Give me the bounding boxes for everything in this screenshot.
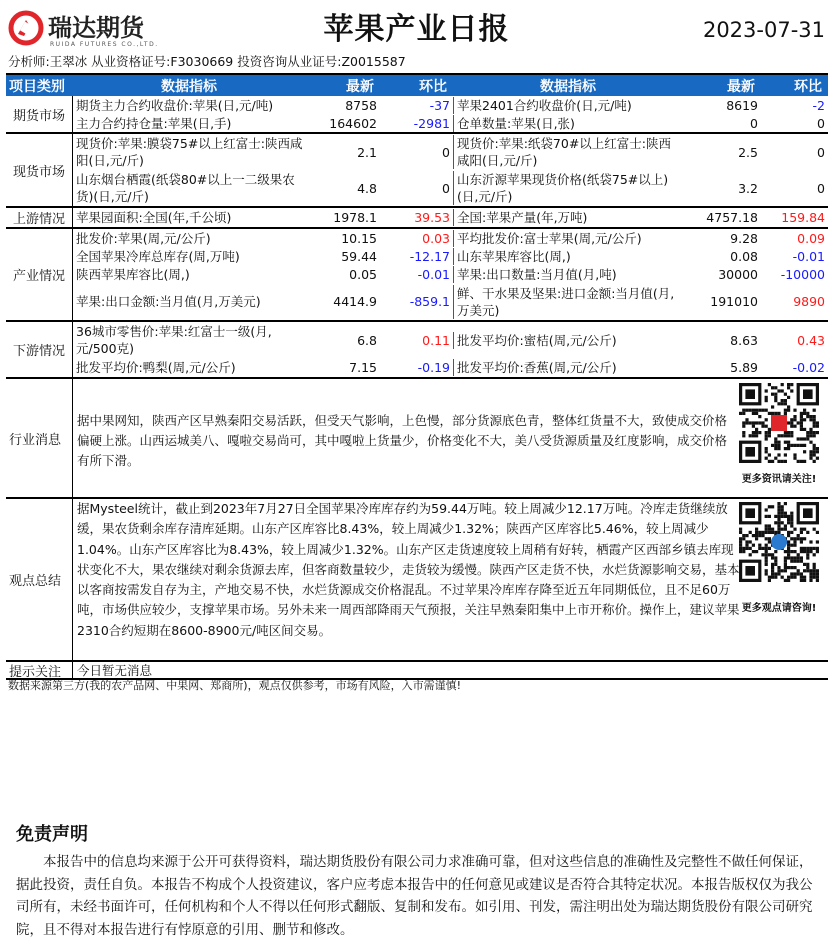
section-3 (6, 227, 828, 320)
change-value: -0.01 (792, 248, 825, 264)
change-value: 0 (442, 180, 450, 196)
latest-value: 191010 (710, 294, 758, 309)
section-category: 行业消息 (6, 379, 73, 497)
latest-value: 7.15 (349, 360, 377, 375)
latest-value: 3.2 (738, 180, 758, 196)
report-date: 2023-07-31 (702, 18, 825, 42)
col-header: 项目类别 (9, 78, 65, 95)
latest-value: 2.1 (357, 144, 377, 160)
change-value: -12.17 (409, 248, 450, 264)
change-value: 0 (442, 144, 450, 160)
table-row (73, 134, 828, 170)
latest-value: 6.8 (357, 332, 377, 348)
col-header: 最新 (727, 78, 755, 95)
latest-value: 0 (750, 115, 758, 131)
indicator-name: 鲜、干水果及坚果:进口金额:当月值(月,万美元) (453, 285, 683, 319)
latest-value: 4414.9 (333, 294, 377, 309)
latest-value: 10.15 (341, 230, 377, 246)
analyst-info: 分析师:王翠冰 从业资格证号:F3030669 投资咨询从业证号:Z0015587 (8, 54, 406, 69)
latest-value: 9.28 (730, 230, 758, 246)
latest-value: 2.5 (738, 144, 758, 160)
change-value: -10000 (780, 266, 825, 282)
section-category: 上游情况 (6, 208, 73, 227)
news-section (6, 377, 828, 497)
indicator-name: 全国:苹果产量(年,万吨) (453, 209, 683, 226)
latest-value: 8.63 (730, 332, 758, 348)
table-row (73, 322, 828, 358)
indicator-name: 批发平均价:鸭梨(周,元/公斤) (76, 360, 236, 375)
table-row (73, 358, 828, 377)
section-4 (6, 320, 828, 377)
logo-text: 瑞达期货 (48, 14, 144, 42)
summary-section (6, 497, 828, 660)
indicator-name: 主力合约持仓量:苹果(日,手) (76, 115, 232, 131)
indicator-name: 现货价:苹果:膜袋75#以上红富士:陕西咸阳(日,元/斤) (76, 136, 303, 168)
latest-value: 59.44 (341, 248, 377, 264)
change-value: 0 (817, 144, 825, 160)
section-1 (6, 132, 828, 206)
indicator-name: 陕西苹果库容比(周,) (76, 266, 190, 282)
change-value: -0.02 (792, 360, 825, 375)
change-value: -2 (812, 97, 825, 113)
latest-value: 164602 (329, 115, 377, 131)
qr-code-summary (736, 502, 822, 614)
col-header: 环比 (419, 78, 447, 95)
alert-text: 今日暂无消息 (77, 663, 153, 678)
qr-caption: 更多资讯请关注! (741, 474, 817, 485)
table-row (73, 170, 828, 206)
qr-code-news (736, 383, 822, 485)
qr-caption: 更多观点请咨询! (741, 603, 817, 614)
indicator-name: 36城市零售价:苹果:红富士一级(月,元/500克) (76, 324, 272, 356)
indicator-name: 现货价:苹果:纸袋70#以上红富士:陕西咸阳(日,元/斤) (453, 135, 683, 169)
section-category: 期货市场 (6, 96, 73, 132)
col-header: 环比 (794, 78, 822, 95)
section-0 (6, 96, 828, 132)
section-category: 下游情况 (6, 322, 73, 377)
news-text: 据中果网知，陕西产区早熟秦阳交易活跃，但受天气影响，上色慢，部分货源底色青，整体红货量不大，致使成交价格偏硬上涨。山西运城美八、嘎啦交易尚可，其中嘎啦上货量少，价格变化不大，美八受货源质量及红度影响，成交价格有所下滑。 (77, 413, 728, 468)
table-row (73, 96, 828, 114)
indicator-name: 全国苹果冷库总库存(周,万吨) (76, 248, 240, 264)
latest-value: 8619 (726, 97, 758, 113)
table-row (73, 114, 828, 132)
page-title: 苹果产业日报 (323, 12, 510, 47)
indicator-name: 山东苹果库容比(周,) (453, 248, 683, 265)
disclaimer-title: 免责声明 (16, 824, 88, 845)
latest-value: 0.08 (730, 248, 758, 264)
indicator-name: 苹果园面积:全国(年,千公顷) (76, 209, 232, 225)
logo-subtext: RUIDA FUTURES CO.,LTD. (50, 41, 159, 48)
change-value: -0.19 (417, 360, 450, 375)
change-value: -859.1 (409, 294, 450, 309)
indicator-name: 期货主力合约收盘价:苹果(日,元/吨) (76, 97, 274, 113)
table-header (6, 75, 828, 96)
table-row (73, 208, 828, 226)
qr-code-icon (739, 383, 819, 463)
change-value: 0.09 (797, 230, 825, 246)
section-category: 现货市场 (6, 134, 73, 206)
indicator-name: 批发平均价:蜜桔(周,元/公斤) (453, 332, 683, 349)
indicator-name: 平均批发价:富士苹果(周,元/公斤) (453, 230, 683, 247)
col-header: 数据指标 (161, 78, 217, 95)
summary-text: 据Mysteel统计，截止到2023年7月27日全国苹果冷库库存约为59.44万吨。较上周减少12.17万吨。冷库走货继续放缓，果农货剩余库存清库延期。山东产区库容比8.43%，较上周减少1.32%；陕西产区库容比5.46%，较上周减少1.04%。山东产区库容比为8.43%，较上周减少1.32%。山东产区走货速度较上周稍有好转，栖霞产区西部乡镇去库现状变化不大，果农继续对剩余货源去库，但客商数量较少，走货较为缓慢。陕西产区走货不快，水烂货源影响交易，基本以客商按需发自存为主，产地交易不快，水烂货源成交价格混乱。不过苹果冷库库存降至近五年同期低位，且不足60万吨，市场供应较少，支撑苹果市场。另外未来一周西部降雨天气预报，关注早熟秦阳集中上市开称价。操作上，建议苹果2310合约短期在8600-8900元/吨区间交易。 (77, 501, 740, 638)
latest-value: 4.8 (357, 180, 377, 196)
indicator-name: 仓单数量:苹果(日,张) (453, 115, 683, 132)
change-value: 39.53 (414, 209, 450, 225)
col-header: 最新 (346, 78, 374, 95)
col-header: 数据指标 (540, 78, 596, 95)
table-row (73, 265, 828, 283)
indicator-name: 批发价:苹果(周,元/公斤) (76, 230, 211, 246)
section-2 (6, 206, 828, 227)
latest-value: 0.05 (349, 266, 377, 282)
table-row (73, 247, 828, 265)
latest-value: 8758 (345, 97, 377, 113)
latest-value: 30000 (718, 266, 758, 282)
change-value: -2981 (413, 115, 450, 131)
change-value: 0.03 (422, 230, 450, 246)
change-value: 0 (817, 180, 825, 196)
indicator-name: 山东烟台栖霞(纸袋80#以上一二级果农货)(日,元/斤) (76, 172, 295, 204)
table-row (73, 229, 828, 247)
latest-value: 4757.18 (706, 209, 758, 225)
data-table (6, 73, 828, 680)
indicator-name: 苹果:出口金额:当月值(月,万美元) (76, 294, 261, 309)
change-value: 9890 (793, 294, 825, 309)
change-value: 0.43 (797, 332, 825, 348)
qr-code-icon (739, 502, 819, 582)
section-category: 观点总结 (6, 499, 73, 660)
change-value: -37 (429, 97, 450, 113)
latest-value: 1978.1 (333, 209, 377, 225)
section-category: 提示关注 (6, 662, 73, 678)
latest-value: 5.89 (730, 360, 758, 375)
indicator-name: 苹果:出口数量:当月值(月,吨) (453, 266, 683, 283)
indicator-name: 批发平均价:香蕉(周,元/公斤) (453, 359, 683, 376)
section-category: 产业情况 (6, 229, 73, 320)
change-value: 159.84 (781, 209, 825, 225)
change-value: 0.11 (422, 332, 450, 348)
disclaimer-text: 本报告中的信息均来源于公开可获得资料，瑞达期货股份有限公司力求准确可靠，但对这些信息的准确性及完整性不做任何保证，据此投资，责任自负。本报告不构成个人投资建议，客户应考虑本报告中的任何意见或建议是否符合其特定状况。本报告版权仅为我公司所有，未经书面许可，任何机构和个人不得以任何形式翻版、复制和发布。如引用、刊发，需注明出处为瑞达期货股份有限公司研究院，且不得对本报告进行有悖原意的引用、删节和修改。 (16, 854, 813, 938)
change-value: -0.01 (417, 266, 450, 282)
data-source-note: 数据来源第三方(我的农产品网、中果网、郑商所)，观点仅供参考，市场有风险，入市需谨慎! (8, 679, 461, 692)
change-value: 0 (817, 115, 825, 131)
table-row (73, 283, 828, 320)
indicator-name: 苹果2401合约收盘价(日,元/吨) (453, 97, 683, 114)
indicator-name: 山东沂源苹果现货价格(纸袋75#以上)(日,元/斤) (453, 171, 683, 205)
